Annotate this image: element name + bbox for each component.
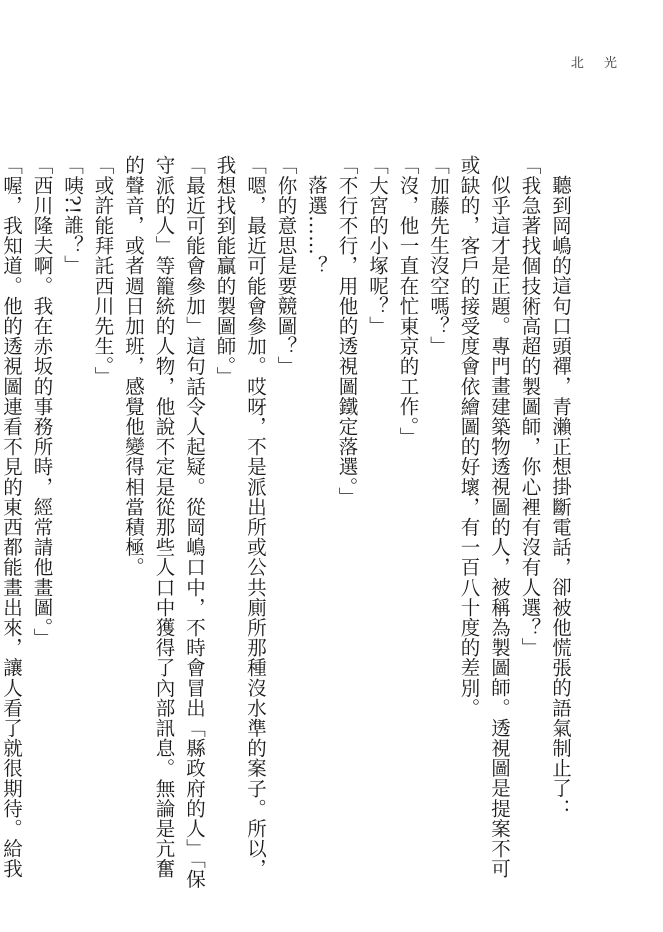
paragraph-8: 落選……？ — [305, 174, 328, 275]
paragraph-10: 「嗯，最近可能會參加。哎呀，不是派出所或公共廁所那種沒水準的案子。所以，我想找到能贏的製圖師。」 — [213, 155, 267, 879]
paragraph-12: 「或許能拜託西川先生。」 — [91, 155, 115, 387]
paragraph-3: 似乎這才是正題。專門畫建築物透視圖的人，被稱為製圖師。透視圖是提案不可或缺的，客戶的接受度會依繪圖的好壞，有一百八十度的差別。 — [457, 155, 511, 878]
running-head-title: 北 光 — [570, 56, 625, 71]
paragraph-7: 「不行不行，用他的透視圖鐵定落選。」 — [335, 155, 359, 508]
paragraph-4: 「加藤先生沒空嗎？」 — [427, 155, 450, 356]
paragraph-14: 「西川隆夫啊。我在赤坂的事務所時，經常請他畫圖。」 — [30, 155, 54, 648]
paragraph-9: 「你的意思是要競圖？」 — [274, 155, 298, 377]
paragraph-1: 聽到岡嶋的這句口頭禪，青瀨正想掛斷電話，卻被他慌張的語氣制止了： — [549, 174, 572, 818]
paragraph-13: 「咦?!誰？」 — [61, 155, 84, 275]
body-text — [0, 155, 575, 895]
paragraph-15: 「喔，我知道。他的透視圖連看不見的東西都能畫出來，讓人看了就很期待。給我 — [0, 155, 23, 879]
paragraph-11: 「最近可能會參加」這句話令人起疑。從岡嶋口中，不時會冒出「縣政府的人」「保守派的人」等籠統的人物，他說不定是從那些人口中獲得了內部訊息。無論是亢奮的聲音，或者週日加班，感覺他變得相當積極。 — [122, 155, 206, 889]
paragraph-6: 「大宮的小塚呢？」 — [366, 155, 389, 336]
paragraph-5: 「沒，他一直在忙東京的工作。」 — [396, 155, 420, 447]
paragraph-2: 「我急著找個技術高超的製圖師，你心裡有沒有人選？」 — [518, 155, 542, 658]
